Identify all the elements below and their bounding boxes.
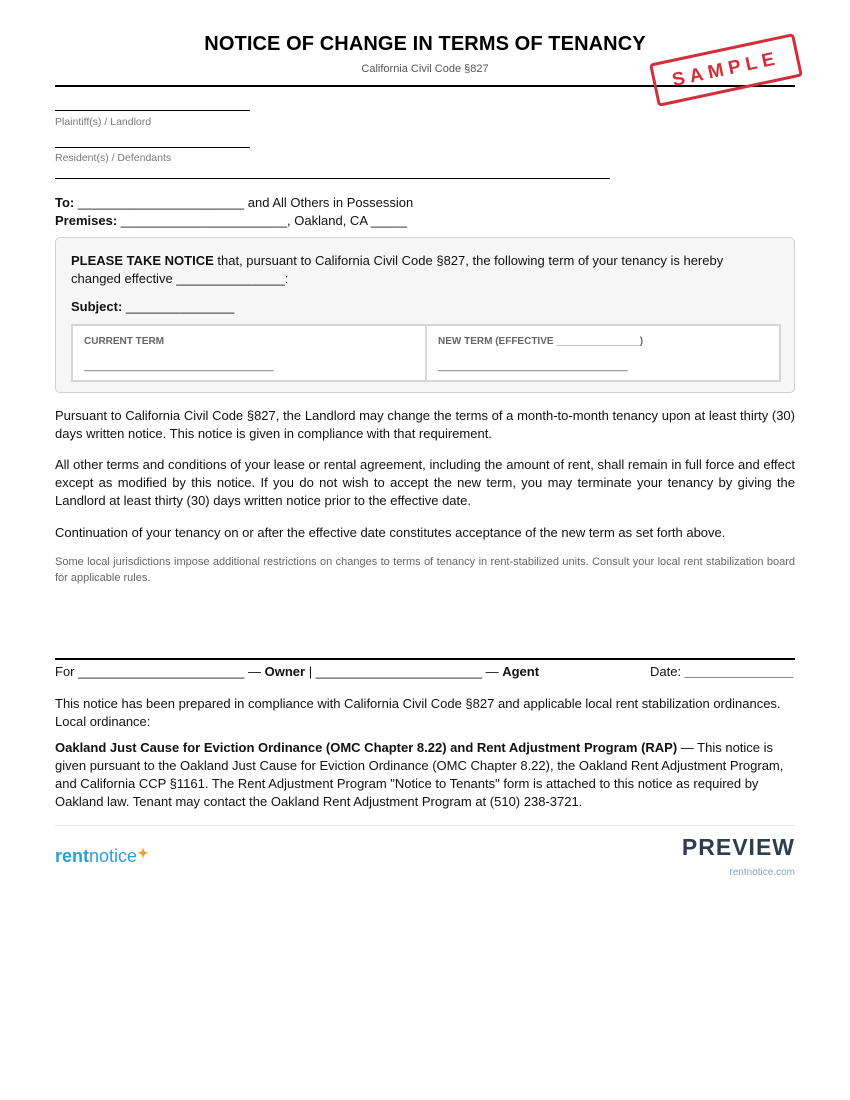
notice-lead: PLEASE TAKE NOTICE (71, 253, 214, 268)
premises-label: Premises: (55, 213, 118, 228)
premises-line (55, 213, 407, 228)
local-jurisdiction-note: Some local jurisdictions impose additional restrictions on changes to terms of tenancy in rent-stabilized units. Consult your local rent stabilization board for applicable rules. (55, 556, 795, 584)
site-url: rentnotice.com (729, 867, 795, 878)
footer-rule (55, 825, 795, 826)
caption-divider (55, 178, 610, 179)
paragraph-notice-requirement: Pursuant to California Civil Code §827, the Landlord may change the terms of a month-to-month tenancy upon at least thirty (30) days written notice. This notice is given in compliance with that requirement. (55, 408, 795, 441)
ordinance-text: — This notice is given pursuant to the Oakland Just Cause for Eviction Ordinance (OMC Chapter 8.22), the Oakland Rent Adjustment Program, and California CCP §1161. The Rent Adjustment Program "Notice to Tenants" form is attached to this notice as required by Oakland law. Tenant may contact the Oakland Rent Adjustment Program at (510) 238-3721. (55, 740, 784, 809)
notice-text: that, pursuant to California Civil Code §827, the following term of your tenancy is hereby changed effective _______________: (71, 253, 724, 286)
page-title: NOTICE OF CHANGE IN TERMS OF TENANCY (204, 33, 646, 55)
current-term-header: CURRENT TERM (84, 336, 164, 347)
signature-line (55, 664, 539, 679)
subject-label: Subject: (71, 299, 123, 314)
to-value: _______________________ and All Others in Possession (74, 195, 414, 210)
agent-label: Agent (502, 664, 540, 679)
premises-value: _______________________, Oakland, CA _____ (117, 213, 408, 228)
new-term-value: _______________________________ (438, 360, 628, 372)
terms-table (71, 324, 781, 382)
sparkle-icon: ✦ (137, 845, 149, 861)
local-ordinance (55, 739, 795, 811)
signature-rule (55, 658, 795, 660)
plaintiff-line (55, 110, 250, 111)
signature-separator: | (305, 664, 316, 679)
sample-stamp-text: SAMPLE (670, 47, 782, 92)
new-term-cell (425, 326, 779, 380)
date-blank: _______________ (684, 664, 794, 679)
paragraph-acceptance: Continuation of your tenancy on or after the effective date constitutes acceptance of the new term as set forth above. (55, 525, 726, 540)
to-line (55, 195, 413, 210)
logo-light: notice (89, 846, 138, 866)
for-label: For (55, 664, 75, 679)
subject-value: _______________ (122, 299, 235, 314)
logo-bold: rent (55, 846, 90, 866)
agent-blank: _______________________ — (315, 664, 503, 679)
page-subtitle: California Civil Code §827 (361, 63, 489, 75)
resident-line (55, 147, 250, 148)
to-label: To: (55, 195, 75, 210)
subject-line (71, 299, 234, 314)
compliance-statement: This notice has been prepared in compliance with California Civil Code §827 and applicable local rent stabilization ordinances. Local ordinance: (55, 696, 781, 729)
date-label: Date: (650, 664, 685, 679)
notice-document (55, 0, 795, 1100)
plaintiff-label: Plaintiff(s) / Landlord (55, 116, 152, 128)
new-term-header: NEW TERM (EFFECTIVE _______________) (438, 336, 644, 347)
resident-label: Resident(s) / Defendants (55, 152, 172, 164)
current-term-value: _______________________________ (84, 360, 274, 372)
ordinance-name: Oakland Just Cause for Eviction Ordinance (OMC Chapter 8.22) and Rent Adjustment Program (RAP) (55, 740, 678, 755)
current-term-cell (73, 326, 425, 380)
preview-label: PREVIEW (681, 834, 795, 860)
notice-box (55, 237, 795, 393)
rentnotice-logo (55, 846, 149, 867)
paragraph-other-terms: All other terms and conditions of your lease or rental agreement, including the amount of rent, shall remain in full force and effect except as modified by this notice. If you do not wish to accept the new term, you may terminate your tenancy by giving the Landlord at least thirty (30) days written notice prior to the effective date. (55, 457, 795, 508)
owner-label: Owner (264, 664, 306, 679)
date-field (650, 664, 793, 679)
owner-blank: _______________________ — (74, 664, 265, 679)
notice-statement (71, 252, 761, 288)
